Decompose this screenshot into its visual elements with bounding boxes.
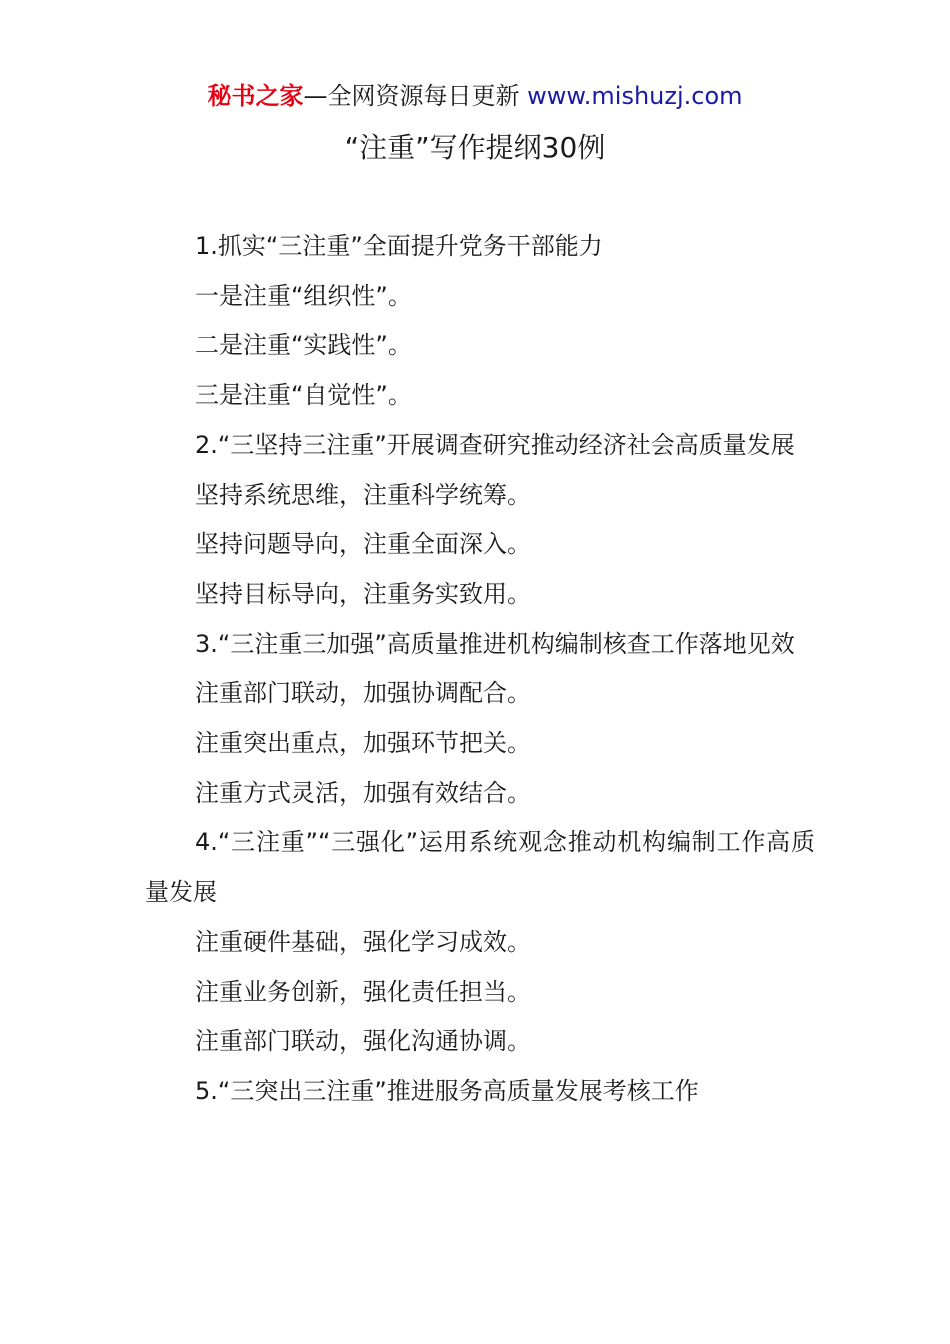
site-url-link[interactable]: www.mishuzj.com [527, 82, 743, 110]
document-body [145, 222, 815, 1117]
list-item: 三是注重“自觉性”。 [195, 381, 412, 410]
site-name: 秘书之家 [207, 82, 304, 110]
site-header [0, 80, 950, 112]
section-heading-5: 5.“三突出三注重”推进服务高质量发展考核工作 [195, 1076, 699, 1105]
document-title: “注重”写作提纲30例 [344, 131, 606, 164]
list-item: 注重部门联动，加强协调配合。 [195, 679, 531, 708]
list-item: 注重部门联动，强化沟通协调。 [195, 1027, 531, 1056]
list-item: 注重硬件基础，强化学习成效。 [195, 927, 531, 956]
list-item: 注重方式灵活，加强有效结合。 [195, 778, 531, 807]
list-item: 一是注重“组织性”。 [195, 281, 412, 310]
section-heading-4: 4.“三注重”“三强化”运用系统观念推动机构编制工作高质量发展 [145, 828, 815, 907]
section-heading-1: 1.抓实“三注重”全面提升党务干部能力 [195, 232, 603, 260]
list-item: 注重业务创新，强化责任担当。 [195, 977, 531, 1006]
list-item: 坚持系统思维，注重科学统筹。 [195, 480, 531, 509]
site-tagline: —全网资源每日更新 [303, 82, 520, 110]
section-heading-3: 3.“三注重三加强”高质量推进机构编制核查工作落地见效 [195, 629, 795, 658]
list-item: 二是注重“实践性”。 [195, 331, 412, 360]
list-item: 坚持目标导向，注重务实致用。 [195, 579, 531, 608]
list-item: 坚持问题导向，注重全面深入。 [195, 530, 531, 559]
list-item: 注重突出重点，加强环节把关。 [195, 729, 531, 758]
section-heading-2: 2.“三坚持三注重”开展调查研究推动经济社会高质量发展 [195, 430, 795, 459]
